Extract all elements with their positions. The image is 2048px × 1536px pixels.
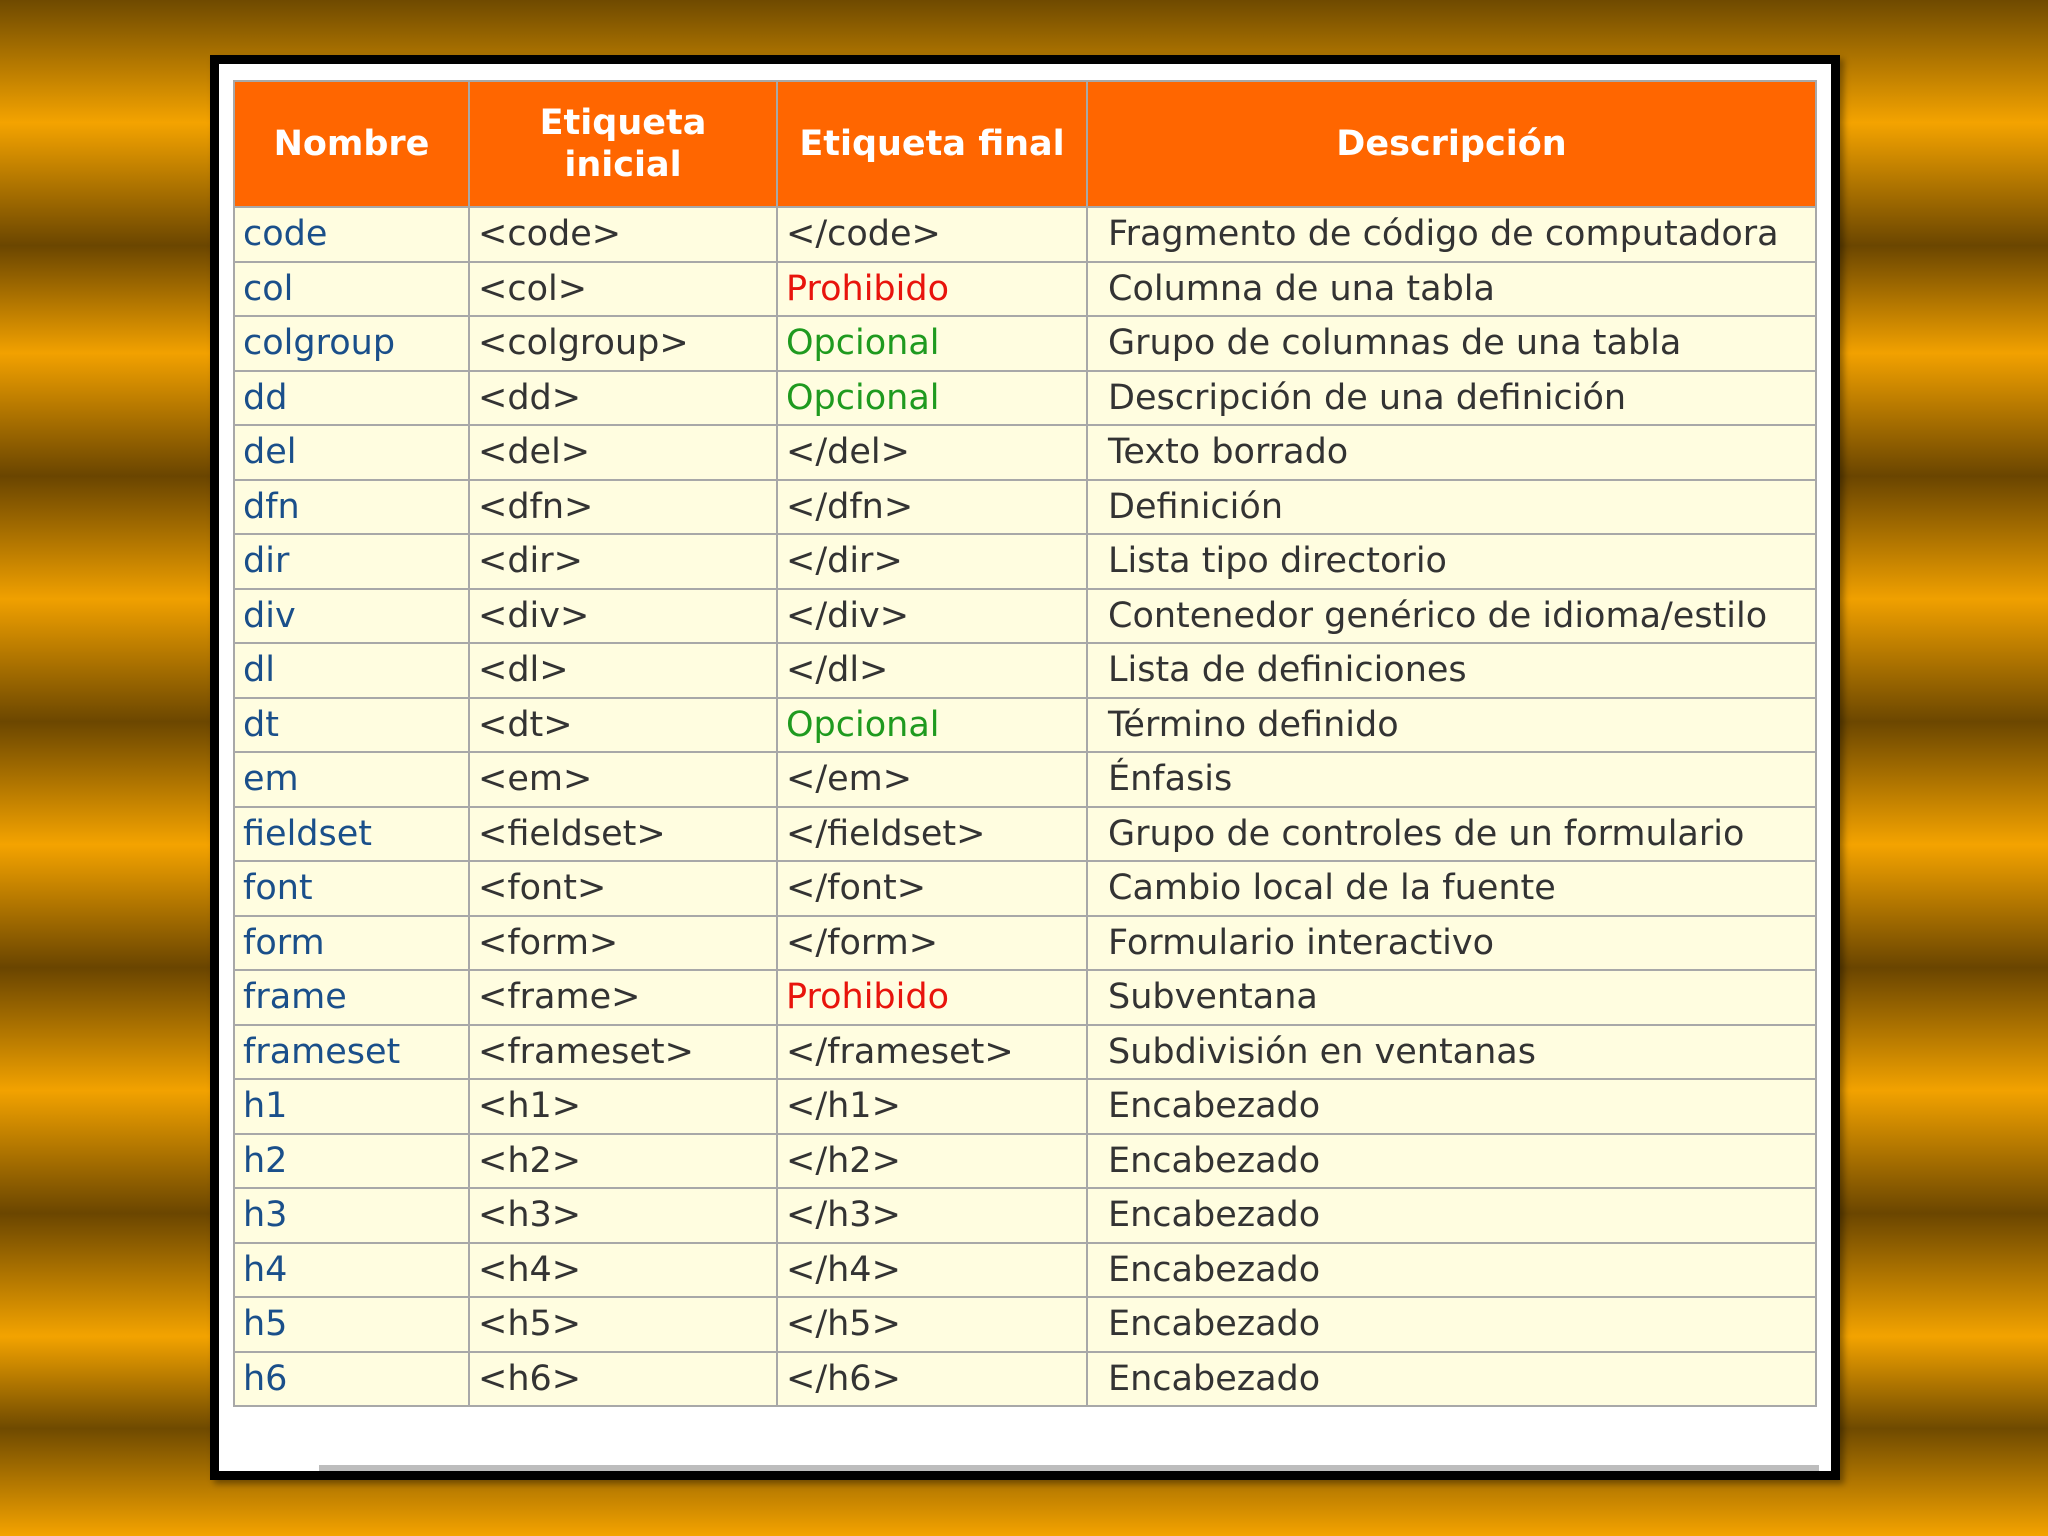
description-cell: Fragmento de código de computadora [1087,207,1816,262]
header-name: Nombre [234,81,469,207]
description-cell: Cambio local de la fuente [1087,861,1816,916]
table-row [234,1025,1816,1080]
start-tag-cell: <fieldset> [469,807,777,862]
table-row [234,1243,1816,1298]
element-name-cell: dfn [234,480,469,535]
table-row [234,916,1816,971]
element-name-cell: h6 [234,1352,469,1407]
horizontal-scrollbar[interactable] [319,1465,1819,1473]
end-tag-cell: </h6> [777,1352,1087,1407]
description-cell: Encabezado [1087,1297,1816,1352]
end-tag-cell: Prohibido [777,262,1087,317]
table-row [234,698,1816,753]
end-tag-cell: Opcional [777,371,1087,426]
end-tag-cell: Opcional [777,698,1087,753]
header-end-tag: Etiqueta final [777,81,1087,207]
start-tag-cell: <form> [469,916,777,971]
description-cell: Contenedor genérico de idioma/estilo [1087,589,1816,644]
description-cell: Subventana [1087,970,1816,1025]
end-tag-cell: </dl> [777,643,1087,698]
element-name-cell: font [234,861,469,916]
description-cell: Descripción de una definición [1087,371,1816,426]
end-tag-cell: </code> [777,207,1087,262]
table-row [234,1352,1816,1407]
start-tag-cell: <frameset> [469,1025,777,1080]
start-tag-cell: <h2> [469,1134,777,1189]
element-name-cell: h3 [234,1188,469,1243]
start-tag-cell: <frame> [469,970,777,1025]
table-row [234,1079,1816,1134]
end-tag-cell: </frameset> [777,1025,1087,1080]
element-name-cell: code [234,207,469,262]
end-tag-cell: </h4> [777,1243,1087,1298]
description-cell: Encabezado [1087,1243,1816,1298]
start-tag-cell: <colgroup> [469,316,777,371]
table-row [234,480,1816,535]
description-cell: Definición [1087,480,1816,535]
start-tag-cell: <em> [469,752,777,807]
element-name-cell: em [234,752,469,807]
description-cell: Columna de una tabla [1087,262,1816,317]
element-name-cell: h1 [234,1079,469,1134]
header-row [234,81,1816,207]
element-name-cell: h5 [234,1297,469,1352]
element-name-cell: dl [234,643,469,698]
start-tag-cell: <dt> [469,698,777,753]
table-row [234,807,1816,862]
start-tag-cell: <h6> [469,1352,777,1407]
description-cell: Encabezado [1087,1352,1816,1407]
description-cell: Subdivisión en ventanas [1087,1025,1816,1080]
element-name-cell: div [234,589,469,644]
element-name-cell: del [234,425,469,480]
description-cell: Encabezado [1087,1188,1816,1243]
end-tag-cell: </h2> [777,1134,1087,1189]
end-tag-cell: </h5> [777,1297,1087,1352]
table-row [234,316,1816,371]
element-name-cell: fieldset [234,807,469,862]
element-name-cell: dt [234,698,469,753]
description-cell: Lista tipo directorio [1087,534,1816,589]
table-row [234,970,1816,1025]
start-tag-cell: <dfn> [469,480,777,535]
table-row [234,1188,1816,1243]
start-tag-cell: <dd> [469,371,777,426]
description-cell: Énfasis [1087,752,1816,807]
table-row [234,589,1816,644]
start-tag-cell: <div> [469,589,777,644]
start-tag-cell: <dl> [469,643,777,698]
start-tag-cell: <h1> [469,1079,777,1134]
start-tag-cell: <h5> [469,1297,777,1352]
end-tag-cell: </div> [777,589,1087,644]
description-cell: Encabezado [1087,1079,1816,1134]
table-header [234,81,1816,207]
header-start-tag: Etiqueta inicial [469,81,777,207]
start-tag-cell: <dir> [469,534,777,589]
table-row [234,1297,1816,1352]
start-tag-cell: <code> [469,207,777,262]
table-row [234,752,1816,807]
element-name-cell: frame [234,970,469,1025]
element-name-cell: colgroup [234,316,469,371]
table-row [234,643,1816,698]
table-row [234,861,1816,916]
description-cell: Término definido [1087,698,1816,753]
start-tag-cell: <h3> [469,1188,777,1243]
start-tag-cell: <font> [469,861,777,916]
start-tag-cell: <del> [469,425,777,480]
end-tag-cell: </del> [777,425,1087,480]
end-tag-cell: </form> [777,916,1087,971]
element-name-cell: dir [234,534,469,589]
table-row [234,262,1816,317]
end-tag-cell: Opcional [777,316,1087,371]
description-cell: Formulario interactivo [1087,916,1816,971]
table-row [234,207,1816,262]
element-name-cell: h4 [234,1243,469,1298]
element-name-cell: h2 [234,1134,469,1189]
html-elements-table [233,80,1817,1407]
end-tag-cell: </font> [777,861,1087,916]
element-name-cell: form [234,916,469,971]
element-name-cell: col [234,262,469,317]
header-description: Descripción [1087,81,1816,207]
table-row [234,534,1816,589]
end-tag-cell: </dir> [777,534,1087,589]
description-cell: Texto borrado [1087,425,1816,480]
end-tag-cell: </em> [777,752,1087,807]
end-tag-cell: </h3> [777,1188,1087,1243]
table-row [234,425,1816,480]
element-name-cell: dd [234,371,469,426]
end-tag-cell: </h1> [777,1079,1087,1134]
element-name-cell: frameset [234,1025,469,1080]
end-tag-cell: Prohibido [777,970,1087,1025]
start-tag-cell: <h4> [469,1243,777,1298]
table-row [234,371,1816,426]
start-tag-cell: <col> [469,262,777,317]
description-cell: Grupo de columnas de una tabla [1087,316,1816,371]
table-body [234,207,1816,1406]
description-cell: Encabezado [1087,1134,1816,1189]
end-tag-cell: </dfn> [777,480,1087,535]
description-cell: Lista de definiciones [1087,643,1816,698]
end-tag-cell: </fieldset> [777,807,1087,862]
table-row [234,1134,1816,1189]
slide-frame [210,55,1840,1480]
description-cell: Grupo de controles de un formulario [1087,807,1816,862]
